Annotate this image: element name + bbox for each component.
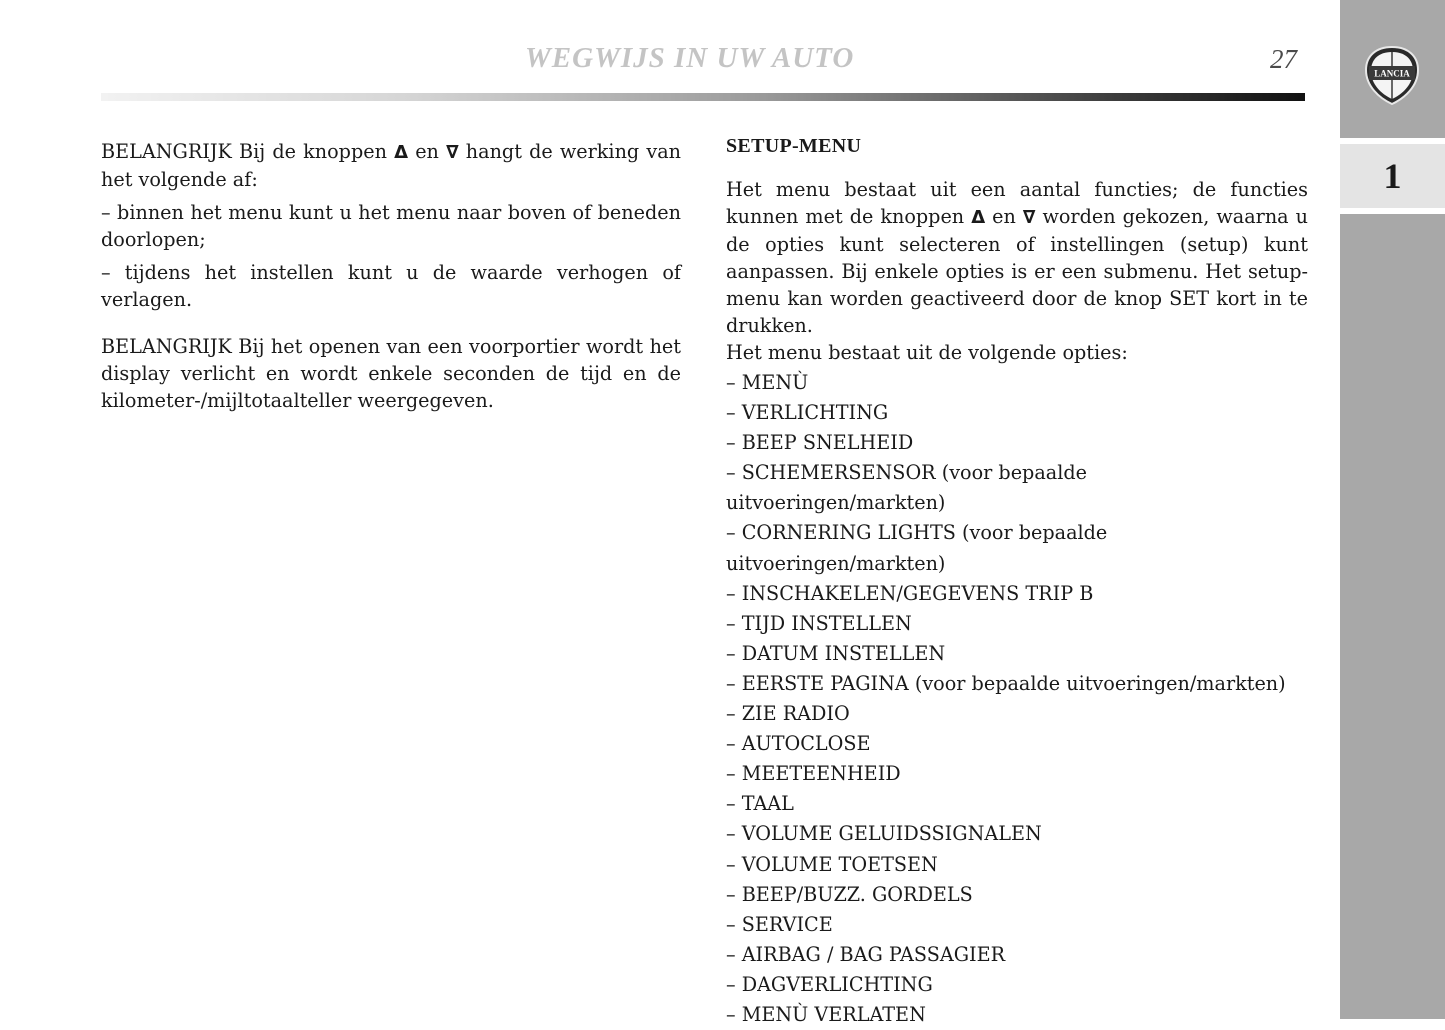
list-item: – VERLICHTING bbox=[726, 401, 889, 425]
list-item: – SERVICE bbox=[726, 912, 833, 936]
chapter-tab: 1 bbox=[1340, 144, 1445, 208]
paragraph-text: worden gekozen, waarna u de opties kunt selecteren of instellingen (setup) kunt aanpassen. Bij enkele opties is er een submenu. Het setup-menu kan worden geactiveerd door de knop SET kort in te drukken. bbox=[726, 205, 1308, 337]
paragraph-text: BELANGRIJK Bij de knoppen bbox=[101, 140, 387, 163]
paragraph-text: en bbox=[415, 140, 439, 163]
list-item: – MEETEENHEID bbox=[726, 762, 901, 786]
header-rule bbox=[101, 93, 1305, 101]
list-item: – SCHEMERSENSOR (voor bepaalde uitvoeringen/markten) bbox=[726, 461, 1087, 515]
down-triangle-icon: ∇ bbox=[446, 142, 459, 163]
page-number: 27 bbox=[1270, 44, 1297, 74]
paragraph-door-open-note: BELANGRIJK Bij het openen van een voorportier wordt het display verlicht en wordt enkele seconden de tijd en de kilometer-/mijltotaalteller weergegeven. bbox=[101, 335, 681, 412]
down-triangle-icon: ∇ bbox=[1022, 207, 1036, 228]
list-item: – AIRBAG / BAG PASSAGIER bbox=[726, 942, 1006, 966]
sidebar-divider-lower bbox=[1340, 208, 1445, 214]
list-item: – MENÙ bbox=[726, 371, 809, 394]
section-title: SETUP-MENU bbox=[726, 135, 862, 157]
list-item: – CORNERING LIGHTS (voor bepaalde uitvoeringen/markten) bbox=[726, 521, 1108, 575]
list-item: – VOLUME GELUIDSSIGNALEN bbox=[726, 822, 1042, 846]
sidebar-top bbox=[1340, 0, 1445, 138]
list-item: – DAGVERLICHTING bbox=[726, 972, 933, 996]
list-item: – BEEP SNELHEID bbox=[726, 431, 914, 455]
list-item: – TIJD INSTELLEN bbox=[726, 611, 912, 635]
right-column bbox=[726, 133, 1308, 1030]
header-title: WEGWIJS IN UW AUTO bbox=[525, 42, 855, 74]
setup-menu-list bbox=[726, 368, 1308, 1030]
lancia-logo-icon bbox=[1363, 44, 1421, 106]
paragraph-menu-scroll: – binnen het menu kunt u het menu naar boven of beneden doorlopen; bbox=[101, 201, 681, 251]
list-item: – INSCHAKELEN/GEGEVENS TRIP B bbox=[726, 581, 1094, 605]
list-item: – BEEP/BUZZ. GORDELS bbox=[726, 882, 973, 906]
up-triangle-icon: Δ bbox=[971, 207, 986, 228]
paragraph-buttons-note bbox=[101, 138, 681, 193]
left-column bbox=[101, 138, 681, 414]
sidebar bbox=[1340, 0, 1445, 1019]
list-item: – ZIE RADIO bbox=[726, 702, 850, 726]
paragraph-text: en bbox=[992, 205, 1016, 228]
paragraph-text: Het menu bestaat uit een aantal functies; de functies kunnen met de knoppen bbox=[726, 178, 1308, 228]
up-triangle-icon: Δ bbox=[394, 142, 409, 163]
list-item: – DATUM INSTELLEN bbox=[726, 641, 946, 665]
list-item: – MENÙ VERLATEN bbox=[726, 1002, 926, 1026]
list-item: – VOLUME TOETSEN bbox=[726, 852, 938, 876]
paragraph-setup-intro bbox=[726, 176, 1308, 339]
logo-text: LANCIA bbox=[1374, 68, 1410, 79]
paragraph-adjust-value: – tijdens het instellen kunt u de waarde verhogen of verlagen. bbox=[101, 261, 681, 311]
list-item: – TAAL bbox=[726, 792, 794, 816]
paragraph-text: hangt de werking van het volgende af: bbox=[101, 140, 681, 191]
list-item: – EERSTE PAGINA (voor bepaalde uitvoeringen/markten) bbox=[726, 671, 1286, 695]
list-item: – AUTOCLOSE bbox=[726, 732, 871, 756]
paragraph-list-intro: Het menu bestaat uit de volgende opties: bbox=[726, 341, 1128, 364]
